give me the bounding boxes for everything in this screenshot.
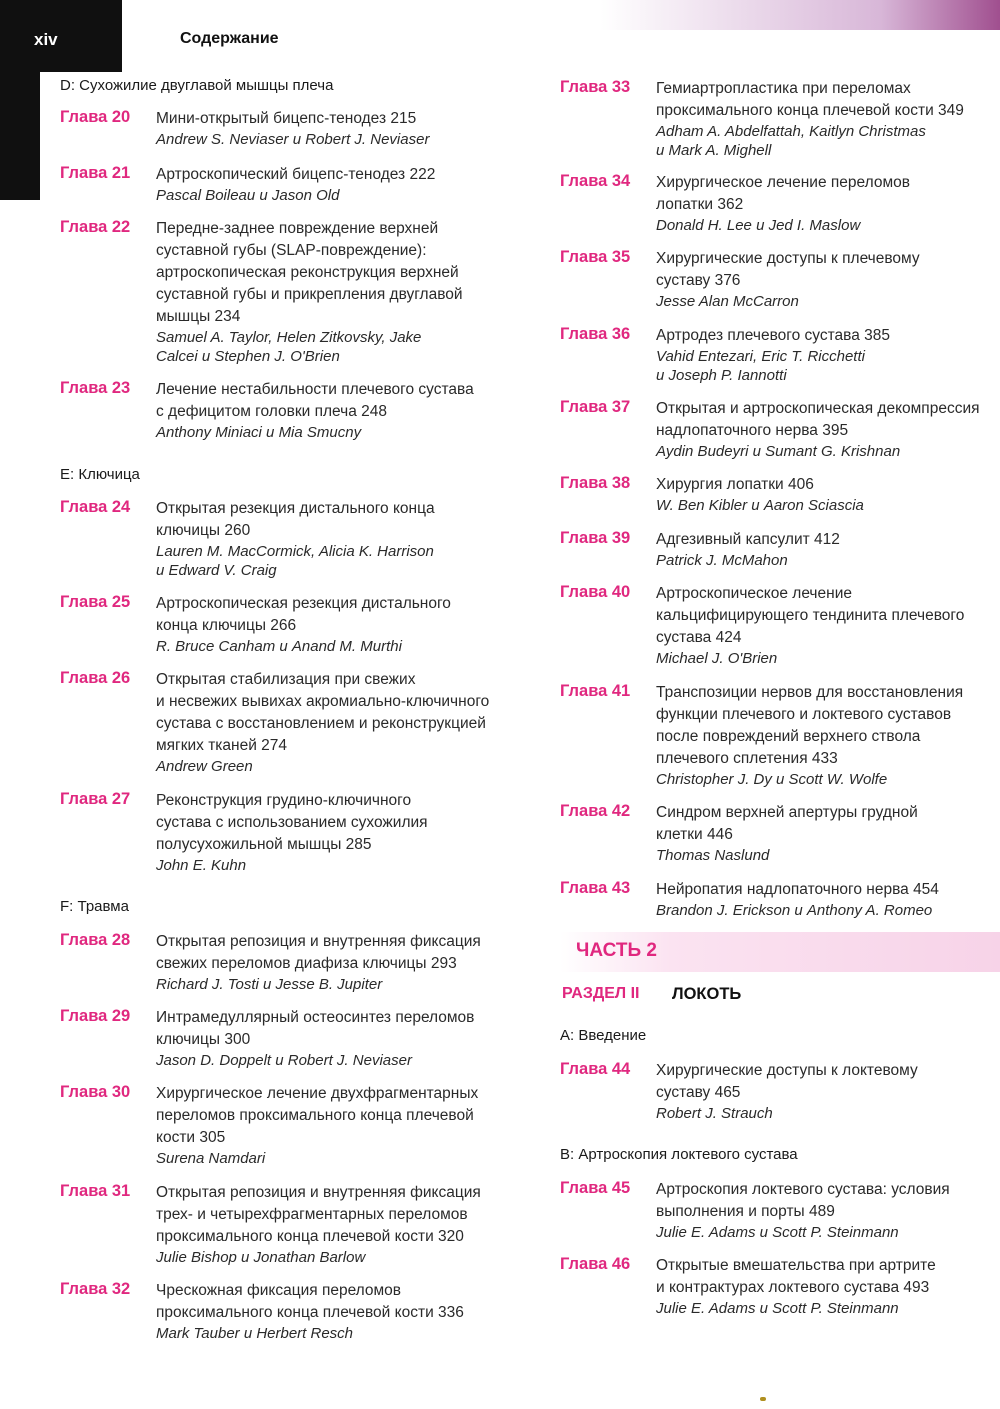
section-heading: А: Введение bbox=[560, 1027, 647, 1044]
chapter-label: Глава 32 bbox=[60, 1280, 131, 1298]
chapter-title-line: Артроскопическое лечение bbox=[656, 585, 852, 602]
razdel-label: РАЗДЕЛ II bbox=[562, 985, 640, 1002]
chapter-text bbox=[656, 529, 1000, 570]
chapter-label: Глава 29 bbox=[60, 1007, 131, 1025]
chapter-authors: Vahid Entezari, Eric T. Ricchetti bbox=[656, 348, 865, 365]
chapter-title-line: Хирургия лопатки 406 bbox=[656, 476, 814, 493]
chapter-title-line: Артродез плечевого сустава 385 bbox=[656, 327, 890, 344]
chapter-authors: Thomas Naslund bbox=[656, 847, 770, 864]
chapter-label: Глава 42 bbox=[560, 802, 631, 820]
chapter-title-line: артроскопическая реконструкция верхней bbox=[156, 264, 459, 281]
chapter-label: Глава 39 bbox=[560, 529, 631, 547]
chapter-title-line: Артроскопический бицепс-тенодез 222 bbox=[156, 166, 436, 183]
chapter-authors: Andrew Green bbox=[156, 758, 253, 775]
chapter-text bbox=[656, 248, 1000, 311]
section-heading: F: Травма bbox=[60, 898, 129, 915]
chapter-title-line: с дефицитом головки плеча 248 bbox=[156, 403, 387, 420]
chapter-label: Глава 41 bbox=[560, 682, 631, 700]
chapter-label: Глава 23 bbox=[60, 379, 131, 397]
chapter-title-line: сустава 424 bbox=[656, 629, 742, 646]
chapter-label: Глава 35 bbox=[560, 248, 631, 266]
chapter-text bbox=[156, 593, 530, 656]
chapter-title-line: Хирургические доступы к плечевому bbox=[656, 250, 920, 267]
chapter-title-line: Адгезивный капсулит 412 bbox=[656, 531, 840, 548]
chapter-text bbox=[156, 669, 530, 776]
chapter-text bbox=[656, 682, 1000, 789]
chapter-title-line: суставу 376 bbox=[656, 272, 741, 289]
chapter-title-line: Открытые вмешательства при артрите bbox=[656, 1257, 936, 1274]
section-heading: E: Ключица bbox=[60, 466, 140, 483]
chapter-authors: и Mark A. Mighell bbox=[656, 142, 772, 159]
chapter-title-line: надлопаточного нерва 395 bbox=[656, 422, 849, 439]
section-heading: D: Сухожилие двуглавой мышцы плеча bbox=[60, 77, 334, 94]
section-heading: B: Артроскопия локтевого сустава bbox=[560, 1146, 798, 1163]
chapter-label: Глава 43 bbox=[560, 879, 631, 897]
chapter-title-line: функции плечевого и локтевого суставов bbox=[656, 706, 952, 723]
chapter-title-line: плечевого сплетения 433 bbox=[656, 750, 838, 767]
chapter-label: Глава 22 bbox=[60, 218, 131, 236]
chapter-title-line: Открытая стабилизация при свежих bbox=[156, 671, 416, 688]
chapter-text bbox=[156, 498, 530, 580]
chapter-text bbox=[656, 1060, 1000, 1123]
chapter-authors: Jason D. Doppelt и Robert J. Neviaser bbox=[156, 1052, 412, 1069]
chapter-title-line: Лечение нестабильности плечевого сустава bbox=[156, 381, 474, 398]
chapter-label: Глава 44 bbox=[560, 1060, 631, 1078]
chapter-authors: Brandon J. Erickson и Anthony A. Romeo bbox=[656, 902, 933, 919]
chapter-title-line: Передне-заднее повреждение верхней bbox=[156, 220, 439, 237]
chapter-title-line: проксимального конца плечевой кости 349 bbox=[656, 102, 964, 119]
chapter-title-line: сустава с восстановлением и реконструкцией bbox=[156, 715, 486, 732]
chapter-label: Глава 30 bbox=[60, 1083, 131, 1101]
chapter-title-line: Открытая репозиция и внутренняя фиксация bbox=[156, 933, 481, 950]
chapter-authors: Surena Namdari bbox=[156, 1150, 266, 1167]
chapter-authors: Aydin Budeyri и Sumant G. Krishnan bbox=[656, 443, 901, 460]
chapter-text bbox=[656, 325, 1000, 385]
chapter-text bbox=[156, 1007, 530, 1070]
chapter-label: Глава 37 bbox=[560, 398, 631, 416]
chapter-title-line: выполнения и порты 489 bbox=[656, 1203, 835, 1220]
chapter-text bbox=[656, 1179, 1000, 1242]
chapter-label: Глава 38 bbox=[560, 474, 631, 492]
chapter-title-line: Открытая резекция дистального конца bbox=[156, 500, 435, 517]
chapter-label: Глава 25 bbox=[60, 593, 131, 611]
chapter-label: Глава 20 bbox=[60, 108, 131, 126]
chapter-authors: Samuel A. Taylor, Helen Zitkovsky, Jake bbox=[156, 329, 422, 346]
chapter-title-line: клетки 446 bbox=[656, 826, 733, 843]
chapter-title-line: Артроскопия локтевого сустава: условия bbox=[656, 1181, 950, 1198]
chapter-label: Глава 45 bbox=[560, 1179, 631, 1197]
chapter-authors: и Edward V. Craig bbox=[156, 562, 277, 579]
chapter-text bbox=[656, 474, 1000, 515]
chapter-label: Глава 21 bbox=[60, 164, 131, 182]
chapter-title-line: Открытая репозиция и внутренняя фиксация bbox=[156, 1184, 481, 1201]
chapter-text bbox=[656, 1255, 1000, 1318]
chapter-text bbox=[656, 802, 1000, 865]
chapter-title-line: Гемиартропластика при переломах bbox=[656, 80, 911, 97]
chapter-title-line: Мини-открытый бицепс-тенодез 215 bbox=[156, 110, 417, 127]
chapter-text bbox=[656, 879, 1000, 920]
chapter-authors: John E. Kuhn bbox=[156, 857, 247, 874]
chapter-label: Глава 33 bbox=[560, 78, 631, 96]
chapter-title-line: суставу 465 bbox=[656, 1084, 741, 1101]
chapter-authors: W. Ben Kibler и Aaron Sciascia bbox=[656, 497, 864, 514]
razdel-name: ЛОКОТЬ bbox=[672, 985, 742, 1003]
chapter-text bbox=[656, 172, 1000, 235]
chapter-title-line: ключицы 260 bbox=[156, 522, 251, 539]
chapter-text bbox=[156, 1083, 530, 1168]
chapter-title-line: кальцифицирующего тендинита плечевого bbox=[656, 607, 965, 624]
chapter-authors: Jesse Alan McCarron bbox=[656, 293, 799, 310]
chapter-text bbox=[656, 78, 1000, 160]
chapter-authors: Calcei и Stephen J. O'Brien bbox=[156, 348, 340, 365]
chapter-label: Глава 28 bbox=[60, 931, 131, 949]
chapter-authors: Julie Bishop и Jonathan Barlow bbox=[156, 1249, 366, 1266]
chapter-title-line: Хирургические доступы к локтевому bbox=[656, 1062, 918, 1079]
chapter-authors: Pascal Boileau и Jason Old bbox=[156, 187, 340, 204]
chapter-authors: Donald H. Lee и Jed I. Maslow bbox=[656, 217, 861, 234]
chapter-text bbox=[156, 164, 530, 205]
chapter-title-line: Хирургическое лечение двухфрагментарных bbox=[156, 1085, 479, 1102]
chapter-text bbox=[156, 1182, 530, 1267]
chapter-title-line: Синдром верхней апертуры грудной bbox=[656, 804, 918, 821]
chapter-title-line: переломов проксимального конца плечевой bbox=[156, 1107, 474, 1124]
chapter-title-line: Интрамедуллярный остеосинтез переломов bbox=[156, 1009, 475, 1026]
page-number: xiv bbox=[34, 30, 58, 49]
chapter-text bbox=[156, 379, 530, 442]
chapter-title-line: полусухожильной мышцы 285 bbox=[156, 836, 372, 853]
chapter-authors: Anthony Miniaci и Mia Smucny bbox=[156, 424, 362, 441]
chapter-title-line: Нейропатия надлопаточного нерва 454 bbox=[656, 881, 939, 898]
part-title: ЧАСТЬ 2 bbox=[576, 940, 657, 961]
chapter-authors: и Joseph P. Iannotti bbox=[656, 367, 787, 384]
chapter-label: Глава 31 bbox=[60, 1182, 131, 1200]
chapter-title-line: и контрактурах локтевого сустава 493 bbox=[656, 1279, 930, 1296]
page-number-box bbox=[0, 0, 122, 72]
chapter-authors: Julie E. Adams и Scott P. Steinmann bbox=[656, 1224, 899, 1241]
chapter-title-line: мягких тканей 274 bbox=[156, 737, 288, 754]
chapter-title-line: мышцы 234 bbox=[156, 308, 241, 325]
chapter-authors: Adham A. Abdelfattah, Kaitlyn Christmas bbox=[656, 123, 926, 140]
chapter-title-line: свежих переломов диафиза ключицы 293 bbox=[156, 955, 457, 972]
chapter-title-line: Хирургическое лечение переломов bbox=[656, 174, 910, 191]
chapter-title-line: проксимального конца плечевой кости 336 bbox=[156, 1304, 464, 1321]
top-gradient-bar bbox=[0, 0, 1000, 30]
chapter-label: Глава 36 bbox=[560, 325, 631, 343]
chapter-authors: Richard J. Tosti и Jesse B. Jupiter bbox=[156, 976, 383, 993]
chapter-text bbox=[656, 583, 1000, 668]
chapter-title-line: конца ключицы 266 bbox=[156, 617, 297, 634]
page-title: Содержание bbox=[180, 30, 279, 47]
ink-dot bbox=[760, 1397, 766, 1401]
chapter-label: Глава 34 bbox=[560, 172, 631, 190]
chapter-title-line: суставной губы (SLAP-повреждение): bbox=[156, 242, 427, 259]
chapter-text bbox=[156, 218, 530, 366]
chapter-label: Глава 24 bbox=[60, 498, 131, 516]
chapter-title-line: ключицы 300 bbox=[156, 1031, 251, 1048]
chapter-authors: Andrew S. Neviaser и Robert J. Neviaser bbox=[156, 131, 430, 148]
chapter-title-line: после повреждений верхнего ствола bbox=[656, 728, 921, 745]
chapter-title-line: Чрескожная фиксация переломов bbox=[156, 1282, 402, 1299]
chapter-authors: Patrick J. McMahon bbox=[656, 552, 788, 569]
chapter-title-line: Артроскопическая резекция дистального bbox=[156, 595, 451, 612]
chapter-text bbox=[656, 398, 1000, 461]
chapter-title-line: суставной губы и прикрепления двуглавой bbox=[156, 286, 463, 303]
chapter-authors: R. Bruce Canham и Anand M. Murthi bbox=[156, 638, 402, 655]
chapter-title-line: и несвежих вывихах акромиально-ключичного bbox=[156, 693, 490, 710]
chapter-label: Глава 40 bbox=[560, 583, 631, 601]
chapter-label: Глава 46 bbox=[560, 1255, 631, 1273]
chapter-label: Глава 26 bbox=[60, 669, 131, 687]
chapter-title-line: Открытая и артроскопическая декомпрессия bbox=[656, 400, 980, 417]
chapter-title-line: Реконструкция грудино-ключичного bbox=[156, 792, 412, 809]
chapter-title-line: кости 305 bbox=[156, 1129, 226, 1146]
chapter-text bbox=[156, 1280, 530, 1343]
chapter-label: Глава 27 bbox=[60, 790, 131, 808]
chapter-text bbox=[156, 108, 530, 149]
chapter-authors: Christopher J. Dy и Scott W. Wolfe bbox=[656, 771, 888, 788]
chapter-authors: Mark Tauber и Herbert Resch bbox=[156, 1325, 354, 1342]
chapter-authors: Julie E. Adams и Scott P. Steinmann bbox=[656, 1300, 899, 1317]
chapter-title-line: сустава с использованием сухожилия bbox=[156, 814, 428, 831]
chapter-authors: Robert J. Strauch bbox=[656, 1105, 773, 1122]
chapter-authors: Michael J. O'Brien bbox=[656, 650, 778, 667]
chapter-title-line: трех- и четырехфрагментарных переломов bbox=[156, 1206, 468, 1223]
chapter-text bbox=[156, 790, 530, 875]
chapter-title-line: Транспозиции нервов для восстановления bbox=[656, 684, 964, 701]
chapter-title-line: лопатки 362 bbox=[656, 196, 744, 213]
chapter-title-line: проксимального конца плечевой кости 320 bbox=[156, 1228, 464, 1245]
chapter-text bbox=[156, 931, 530, 994]
chapter-authors: Lauren M. MacCormick, Alicia K. Harrison bbox=[156, 543, 434, 560]
